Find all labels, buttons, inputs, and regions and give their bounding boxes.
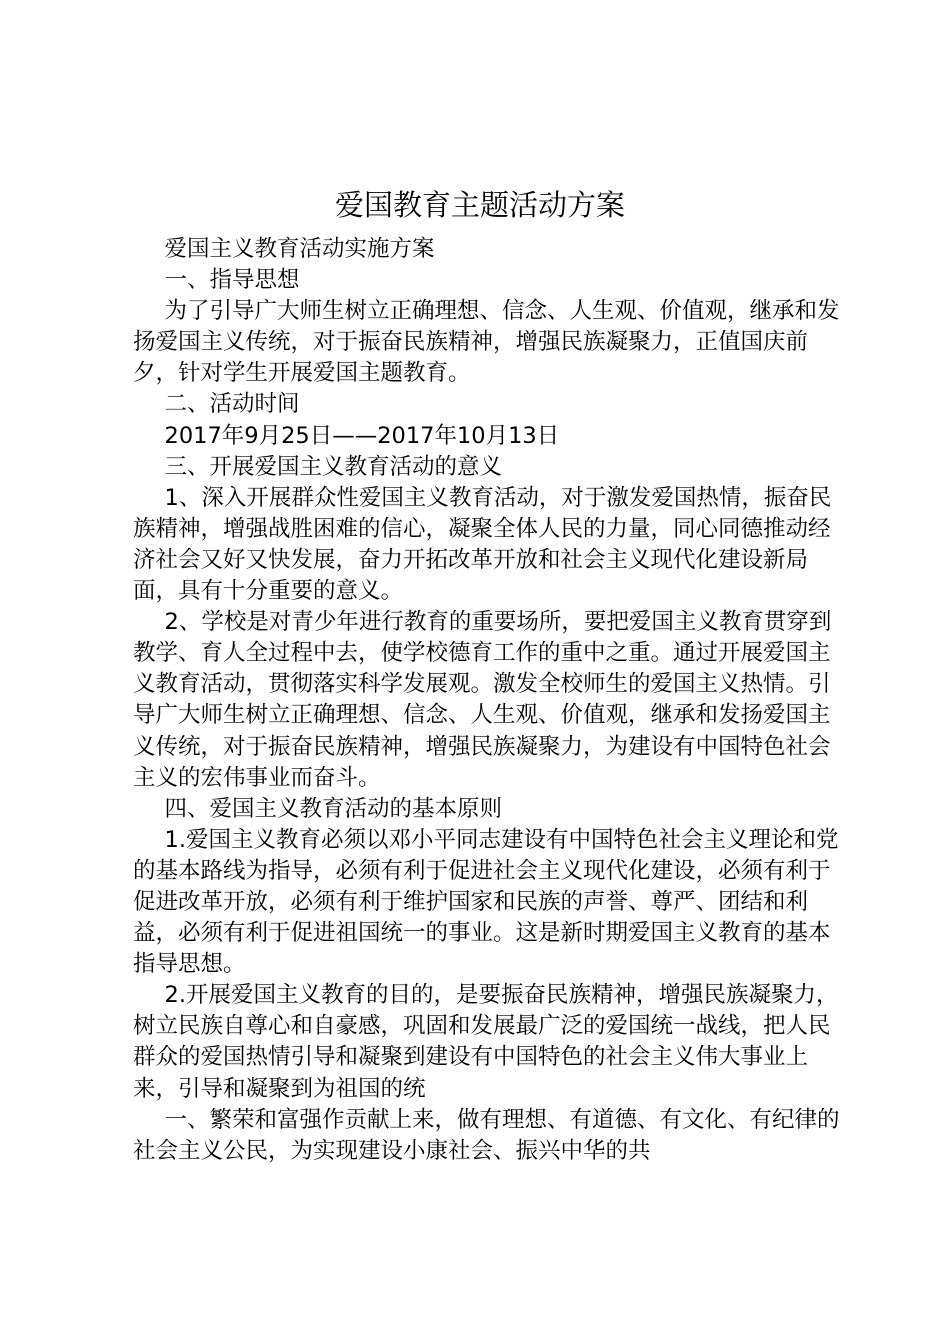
- document-title: 爱国教育主题活动方案: [334, 188, 625, 222]
- section-heading-principles: 四、爱国主义教育活动的基本原则: [164, 795, 503, 822]
- section-heading-activity-time: 二、活动时间: [164, 391, 300, 418]
- paragraph-principle-2: 2.开展爱国主义教育的目的，是要振奋民族精神，增强民族凝聚力，树立民族自尊心和自豪感，巩固和发展最广泛的爱国统一战线，把人民群众的爱国热情引导和凝聚到建设有中国特色的社会主义伟大事业上来，引导和凝聚到为祖国的统: [133, 982, 839, 1102]
- paragraph-significance-1: 1、深入开展群众性爱国主义教育活动，对于激发爱国热情，振奋民族精神，增强战胜困难的信心，凝聚全体人民的力量，同心同德推动经济社会又好又快发展，奋力开拓改革开放和社会主义现代化建设新局面，具有十分重要的意义。: [133, 484, 832, 605]
- paragraph-significance-2: 2、学校是对青少年进行教育的重要场所，要把爱国主义教育贯穿到教学、育人全过程中去，使学校德育工作的重中之重。通过开展爱国主义教育活动，贯彻落实科学发展观。激发全校师生的爱国主义热情。引导广大师生树立正确理想、信念、人生观、价值观，继承和发扬爱国主义传统，对于振奋民族精神，增强民族凝聚力，为建设有中国特色社会主义的宏伟事业而奋斗。: [133, 609, 832, 791]
- plan-subtitle: 爱国主义教育活动实施方案: [164, 236, 435, 262]
- paragraph-guiding-thought: 为了引导广大师生树立正确理想、信念、人生观、价值观，继承和发扬爱国主义传统，对于振奋民族精神，增强民族凝聚力，正值国庆前夕，针对学生开展爱国主题教育。: [133, 298, 840, 387]
- paragraph-activity-time: 2017年9月25日——2017年10月13日: [164, 422, 560, 449]
- paragraph-principle-2-continued: 一、繁荣和富强作贡献上来，做有理想、有道德、有文化、有纪律的社会主义公民，为实现建设小康社会、振兴中华的共: [133, 1106, 840, 1164]
- document-body: [133, 234, 845, 1167]
- section-heading-significance: 三、开展爱国主义教育活动的意义: [164, 453, 503, 480]
- paragraph-principle-1: 1.爱国主义教育必须以邓小平同志建设有中国特色社会主义理论和党的基本路线为指导，必须有利于促进社会主义现代化建设，必须有利于促进改革开放，必须有利于维护国家和民族的声誉、尊严、团结和利益，必须有利于促进祖国统一的事业。这是新时期爱国主义教育的基本指导思想。: [133, 826, 839, 978]
- section-heading-guiding-thought: 一、指导思想: [164, 267, 300, 294]
